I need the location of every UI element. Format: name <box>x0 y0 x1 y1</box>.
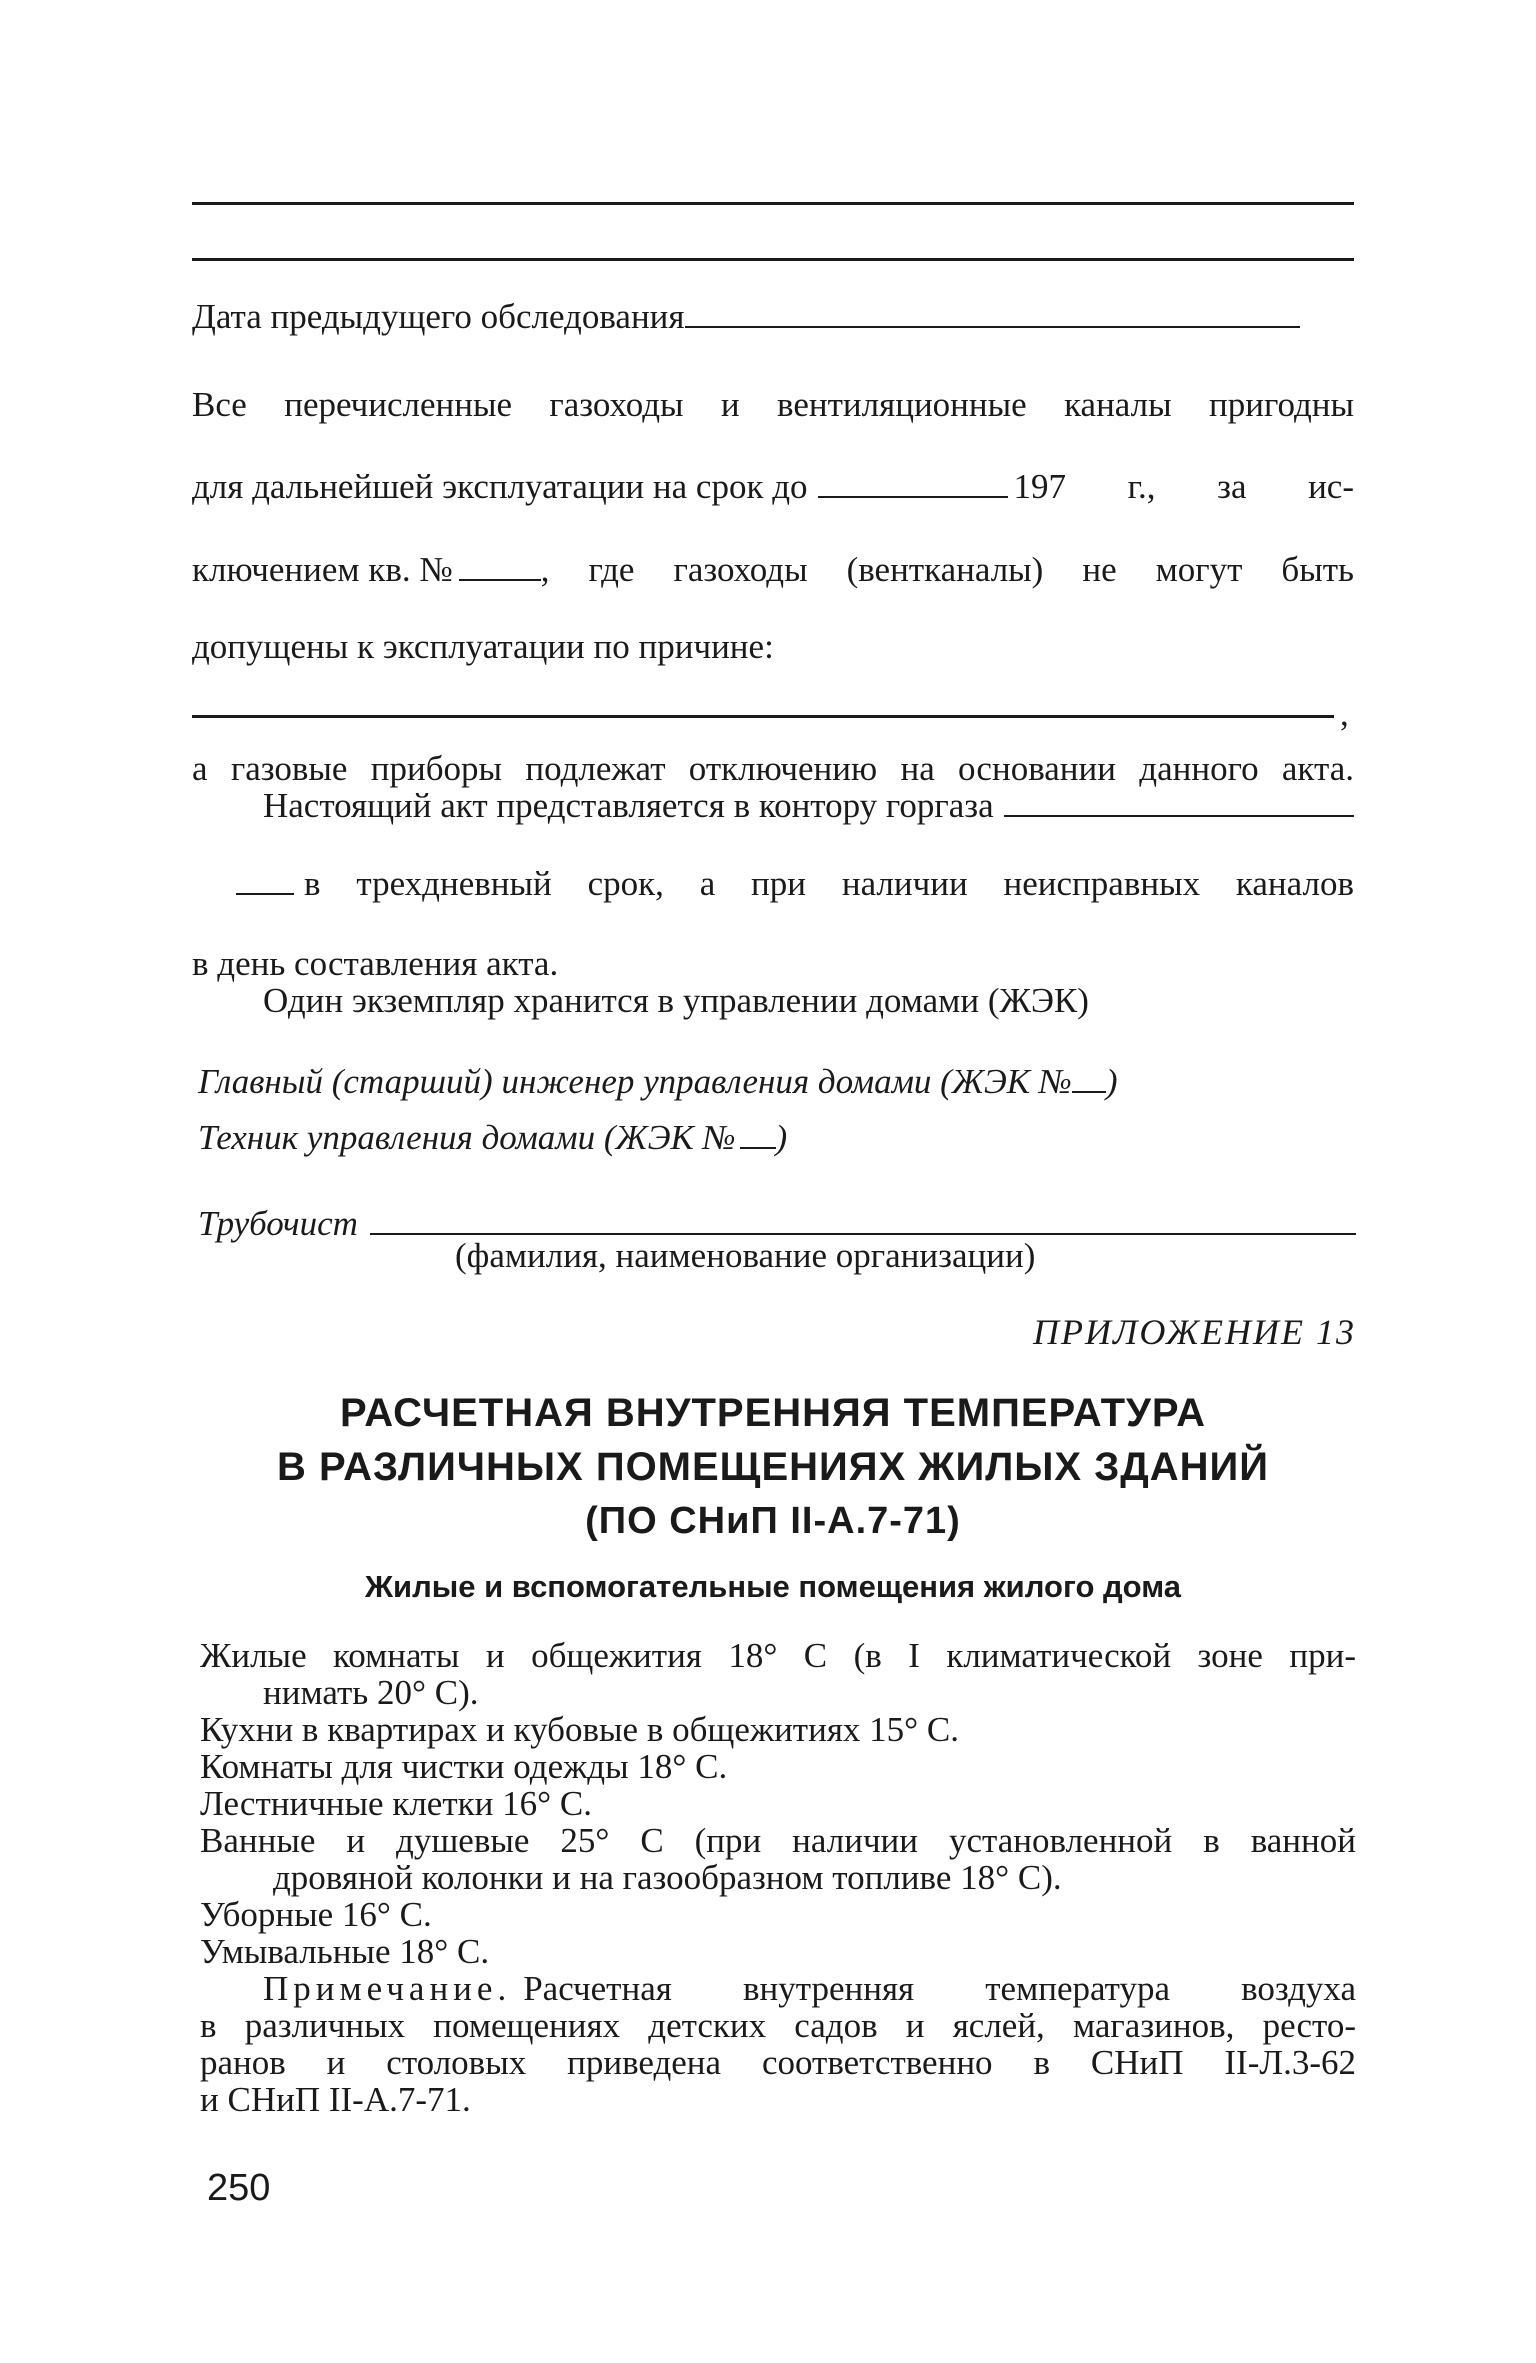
note-line-4: и СНиП II-А.7-71. <box>200 2080 471 2119</box>
item-living-rooms-cont: нимать 20° С). <box>263 1673 479 1712</box>
item-bathrooms: Ванные и душевые 25° С (при наличии установленной в ванной <box>200 1821 1356 1860</box>
p1-line-2-start: для дальнейшей эксплуатации на срок до <box>192 467 808 506</box>
item-toilets: Уборные 16° С. <box>200 1895 432 1934</box>
sign-technician: Техник управления домами (ЖЭК № ) <box>198 1118 788 1157</box>
p1-line-2 <box>192 467 1354 507</box>
item-living-rooms: Жилые комнаты и общежития 18° С (в I климатической зоне при- <box>200 1636 1356 1675</box>
page-number: 250 <box>207 2167 271 2209</box>
note-line-1-text: Расчетная внутренняя температура воздуха <box>523 1969 1356 2008</box>
reason-comma: , <box>1340 694 1349 733</box>
p1-line-3-end: , где газоходы (вентканалы) не могут быть <box>540 550 1354 589</box>
p1-line-1: Все перечисленные газоходы и вентиляционные каналы пригодны <box>192 385 1354 424</box>
prev-inspection-label: Дата предыдущего обследования <box>192 297 685 336</box>
sign-chimney-sweep: Трубочист <box>198 1204 1356 1244</box>
sweep-blank <box>370 1232 1356 1235</box>
p1-line-3-start: ключением кв. № <box>192 550 453 589</box>
apartment-blank <box>459 578 541 581</box>
item-washrooms: Умывальные 18° С. <box>200 1932 490 1971</box>
sign-chief-engineer: Главный (старший) инженер управления домами (ЖЭК № ) <box>198 1062 1118 1101</box>
item-kitchens: Кухни в квартирах и кубовые в общежитиях 15° С. <box>200 1710 960 1749</box>
note-line-1 <box>263 1970 1356 2008</box>
p3-line-2-text: в трехдневный срок, а при наличии неисправных каналов <box>304 864 1354 903</box>
note-line-2: в различных помещениях детских садов и яслей, магазинов, ресто- <box>200 2006 1356 2045</box>
p1-line-2-end: 197 г., за ис- <box>1013 467 1354 506</box>
note-line-3: ранов и столовых приведена соответственно в СНиП II-Л.3-62 <box>200 2043 1356 2082</box>
appendix-label: ПРИЛОЖЕНИЕ 13 <box>1033 1312 1356 1352</box>
sweep-caption: (фамилия, наименование организации) <box>455 1236 1036 1275</box>
chief-zhek-blank <box>1072 1090 1106 1093</box>
p4-line-1: Один экземпляр хранится в управлении домами (ЖЭК) <box>263 981 1089 1020</box>
prev-inspection-row <box>192 297 1354 337</box>
appendix-title-line-3: (ПО СНиП II-А.7-71) <box>585 1500 961 1542</box>
gorgaz-blank <box>1004 814 1354 817</box>
reason-blank-line <box>192 715 1334 718</box>
prev-inspection-blank <box>685 325 1300 328</box>
appendix-title-line-2: В РАЗЛИЧНЫХ ПОМЕЩЕНИЯХ ЖИЛЫХ ЗДАНИЙ <box>276 1445 1270 1489</box>
tech-zhek-blank <box>740 1146 776 1149</box>
appendix-title-line-1: РАСЧЕТНАЯ ВНУТРЕННЯЯ ТЕМПЕРАТУРА <box>340 1391 1206 1435</box>
appendix-subtitle: Жилые и вспомогательные помещения жилого дома <box>365 1569 1181 1604</box>
note-label: Примечание. <box>263 1969 512 2008</box>
p1-line-4: допущены к эксплуатации по причине: <box>192 627 774 666</box>
blank-line-2 <box>192 258 1354 261</box>
p3-line-3: в день составления акта. <box>192 944 559 983</box>
blank-line-1 <box>192 202 1354 205</box>
item-bathrooms-cont: дровяной колонки и на газообразном топливе 18° С). <box>273 1858 1062 1897</box>
p3-line-1-text: Настоящий акт представляется в контору горгаза <box>263 786 994 825</box>
p3-line-1 <box>263 786 1354 826</box>
term-blank <box>818 495 1008 498</box>
item-stairwells: Лестничные клетки 16° С. <box>200 1784 592 1823</box>
item-clothes-rooms: Комнаты для чистки одежды 18° С. <box>200 1747 728 1786</box>
gorgaz-blank-2 <box>236 892 294 895</box>
p2-line-1: а газовые приборы подлежат отключению на основании данного акта. <box>192 749 1354 788</box>
p3-line-2 <box>236 864 1354 904</box>
p1-line-3 <box>192 550 1354 590</box>
